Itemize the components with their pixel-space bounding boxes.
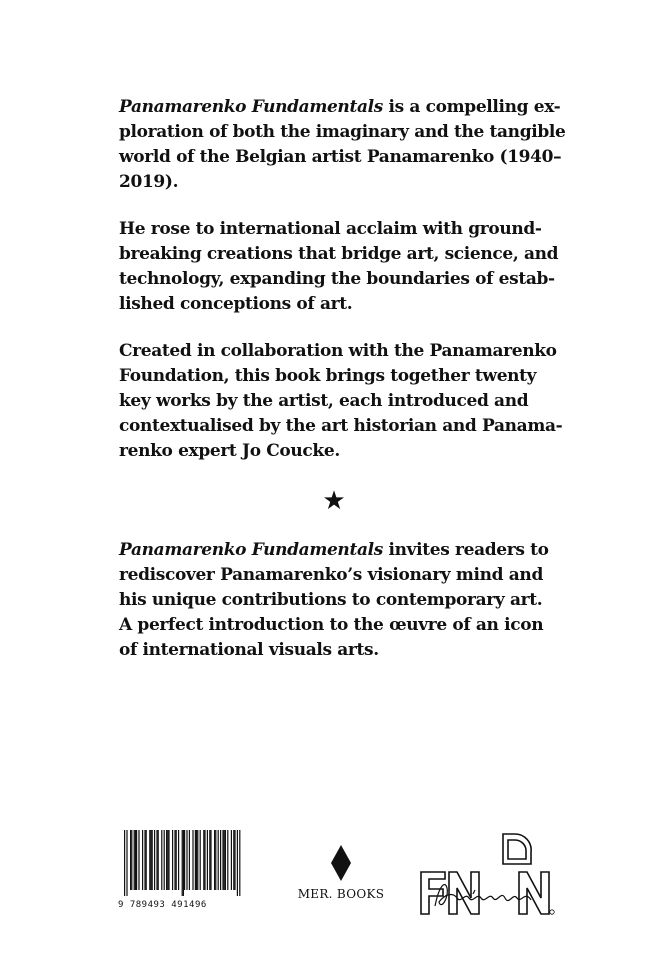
barcode-bar — [183, 830, 184, 896]
text-line: 2019). — [119, 172, 179, 192]
barcode-bar — [189, 830, 190, 890]
barcode-bar — [196, 830, 197, 890]
text-line: contextualised by the art historian and Panama- — [119, 416, 563, 436]
barcode-bar — [203, 830, 204, 890]
barcode-bar — [231, 830, 232, 890]
barcode-bar — [178, 830, 179, 890]
text-line: rediscover Panamarenko’s visionary mind and — [119, 565, 543, 585]
barcode-bar — [218, 830, 219, 890]
barcode-bar — [227, 830, 228, 890]
text-line: his unique contributions to contemporary art. — [119, 590, 543, 610]
publisher-mark — [293, 845, 389, 901]
barcode-bar — [174, 830, 175, 890]
text-line: Created in collaboration with the Panamarenko — [119, 341, 557, 361]
barcode-icon — [118, 830, 248, 898]
star-separator-icon: ★ — [322, 486, 346, 516]
barcode-bar — [164, 830, 165, 890]
barcode-bar — [158, 830, 159, 890]
paragraph-invitation — [119, 538, 555, 663]
barcode-bar — [225, 830, 226, 890]
barcode-bar — [150, 830, 151, 890]
text-line: lished conceptions of art. — [119, 294, 353, 314]
barcode-bar — [200, 830, 201, 890]
barcode-bar — [192, 830, 193, 890]
barcode-bar — [237, 830, 238, 896]
diamond-mark-icon — [331, 845, 351, 881]
barcode-bar — [166, 830, 167, 890]
barcode-bar — [197, 830, 198, 890]
text-line: ploration of both the imaginary and the tangible — [119, 122, 566, 142]
barcode-bar — [172, 830, 173, 890]
text-line: A perfect introduction to the œuvre of an icon — [119, 615, 544, 635]
barcode-bar — [186, 830, 187, 890]
blurb — [119, 95, 566, 685]
text-line: world of the Belgian artist Panamarenko (1940– — [119, 147, 562, 167]
barcode-bar — [144, 830, 145, 890]
barcode-bar — [134, 830, 135, 890]
barcode-bar — [204, 830, 205, 890]
text-line: key works by the artist, each introduced and — [119, 391, 529, 411]
barcode-bar — [176, 830, 177, 890]
barcode-bar — [138, 830, 139, 890]
barcode-bar — [220, 830, 221, 890]
text-line: of international visuals arts. — [119, 640, 379, 660]
barcode-bar — [215, 830, 216, 890]
barcode-bar — [214, 830, 215, 890]
barcode-bar — [161, 830, 162, 890]
barcode-bar — [222, 830, 223, 890]
text-line: breaking creations that bridge art, science, and — [119, 244, 559, 264]
barcode-bar — [126, 830, 127, 896]
barcode-bar — [154, 830, 155, 890]
text-line: technology, expanding the boundaries of estab- — [119, 269, 555, 289]
barcode-bar — [182, 830, 183, 896]
text-line: He rose to international acclaim with ground- — [119, 219, 542, 239]
barcode-bar — [224, 830, 225, 890]
barcode-bar — [152, 830, 153, 890]
cover-footer — [0, 820, 666, 940]
text-line: renko expert Jo Coucke. — [119, 441, 340, 461]
barcode-bar — [131, 830, 132, 890]
barcode-bar — [234, 830, 235, 890]
foundation-logo-art — [415, 828, 555, 924]
barcode-bar — [136, 830, 137, 890]
barcode-bar — [209, 830, 210, 890]
paragraph-acclaim — [119, 217, 559, 317]
book-title: Panamarenko Fundamentals — [119, 540, 383, 560]
paragraph-intro — [119, 95, 566, 195]
barcode-bar — [156, 830, 157, 890]
foundation-logo-icon — [415, 828, 555, 924]
barcode-bar — [233, 830, 234, 890]
barcode-bar — [130, 830, 131, 890]
barcode-bar — [146, 830, 147, 890]
barcode-bar — [207, 830, 208, 890]
barcode-bar — [195, 830, 196, 890]
barcode-bar — [149, 830, 150, 890]
text-line: Panamarenko Fundamentals is a compelling ex- — [119, 97, 561, 117]
barcode-bar — [124, 830, 125, 896]
book-title: Panamarenko Fundamentals — [119, 97, 383, 117]
barcode-bar — [168, 830, 169, 890]
text-line: Foundation, this book brings together twenty — [119, 366, 537, 386]
isbn-barcode — [118, 830, 248, 920]
barcode-bar — [184, 830, 185, 890]
barcode-bar — [142, 830, 143, 890]
isbn-digits: 9 789493 491496 — [118, 900, 207, 910]
paragraph-collaboration — [119, 339, 563, 464]
barcode-bar — [210, 830, 211, 890]
barcode-bar — [167, 830, 168, 890]
barcode-bar — [135, 830, 136, 890]
publisher-name: MER. BOOKS — [297, 887, 385, 901]
text-line: Panamarenko Fundamentals invites readers to — [119, 540, 549, 560]
barcode-bar — [239, 830, 240, 896]
